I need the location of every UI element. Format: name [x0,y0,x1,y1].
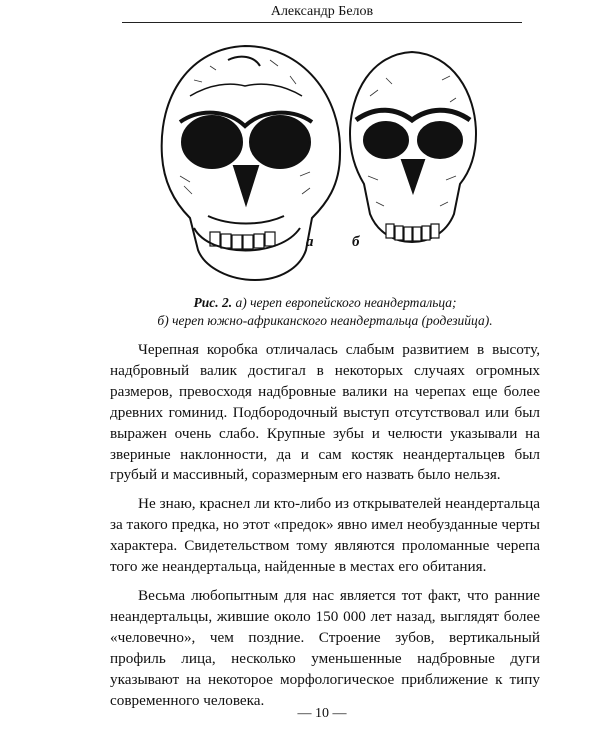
skull-b [350,52,476,242]
body-text [110,340,540,719]
caption-lead: Рис. 2. [193,295,233,310]
paragraph: Весьма любопытным для нас является тот факт, что ранние неандертальцы, жившие около 150 000 лет назад, выглядят более «человечно», чем поздние. Строение зубов, вертикальный профиль лица, несколько уменьшенные надбровные дуги указывают на некоторое морфологическое приближение к типу современного человека. [110,586,540,709]
skull-illustration [150,36,500,286]
figure-label-b: б [352,234,360,250]
caption-line-1 [90,294,560,312]
page-number: — 10 — [297,706,347,721]
header-rule [122,22,522,23]
figure-caption [90,294,560,330]
paragraph: Не знаю, краснел ли кто-либо из открывателей неандертальца за такого предка, но этот «предок» явно имел необузданные черты характера. Свидетельством тому являются проломанные черепа того же неандертальца, найденные в местах его обитания. [110,495,540,576]
running-header: Александр Белов [270,4,374,19]
paragraph: Черепная коробка отличалась слабым развитием в высоту, надбровный валик достигал в некоторых случаях огромных размеров, превосходя надбровные валики на черепах еще более древних гоминид. Подбородочный выступ отсутствовал или был выражен очень слабо. Крупные зубы и челюсти указывали на звериные наклонности, да и сам костяк неандертальцев был грубый и массивный, соразмерным его назвать было нельзя. [110,341,540,484]
caption-line-2: б) череп южно-африканского неандертальца (родезийца). [157,313,493,328]
figure-label-a: а [306,234,314,250]
caption-text-a: а) череп европейского неандертальца; [235,295,457,310]
skulls-drawing [150,36,500,286]
